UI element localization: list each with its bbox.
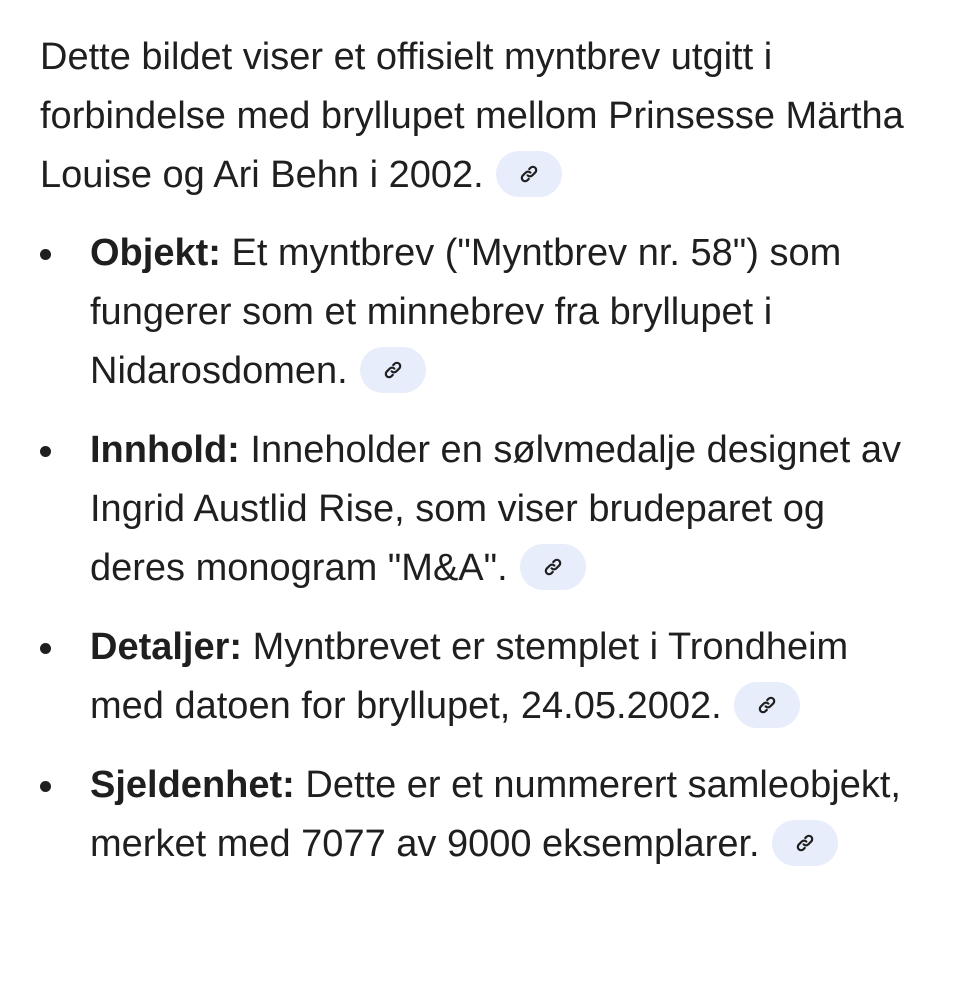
link-icon <box>518 163 540 185</box>
bullet-text: Myntbrevet er stemplet i Trondheim med datoen for bryllupet, 24.05.2002. <box>90 626 849 727</box>
bullet-label: Objekt: <box>90 232 221 274</box>
bullet-label: Sjeldenhet: <box>90 764 295 806</box>
bullet-label: Innhold: <box>90 429 240 471</box>
bullet-label: Detaljer: <box>90 626 243 668</box>
source-link-chip[interactable] <box>520 544 586 590</box>
response-content <box>40 28 930 894</box>
intro-paragraph <box>40 28 930 205</box>
link-icon <box>756 694 778 716</box>
list-item <box>40 756 930 874</box>
source-link-chip[interactable] <box>360 347 426 393</box>
bullet-list <box>40 224 930 874</box>
link-icon <box>794 832 816 854</box>
list-item <box>40 618 930 736</box>
source-link-chip[interactable] <box>772 820 838 866</box>
bullet-text: Et myntbrev ("Myntbrev nr. 58") som fungerer som et minnebrev fra bryllupet i Nidarosdomen. <box>90 232 842 392</box>
bullet-text: Dette er et nummerert samleobjekt, merket med 7077 av 9000 eksemplarer. <box>90 764 901 865</box>
source-link-chip[interactable] <box>496 151 562 197</box>
link-icon <box>382 359 404 381</box>
bullet-text: Inneholder en sølvmedalje designet av Ingrid Austlid Rise, som viser brudeparet og deres monogram "M&A". <box>90 429 902 589</box>
list-item <box>40 421 930 598</box>
intro-text: Dette bildet viser et offisielt myntbrev utgitt i forbindelse med bryllupet mellom Prinsesse Märtha Louise og Ari Behn i 2002. <box>40 36 904 196</box>
source-link-chip[interactable] <box>734 682 800 728</box>
list-item <box>40 224 930 401</box>
link-icon <box>542 556 564 578</box>
